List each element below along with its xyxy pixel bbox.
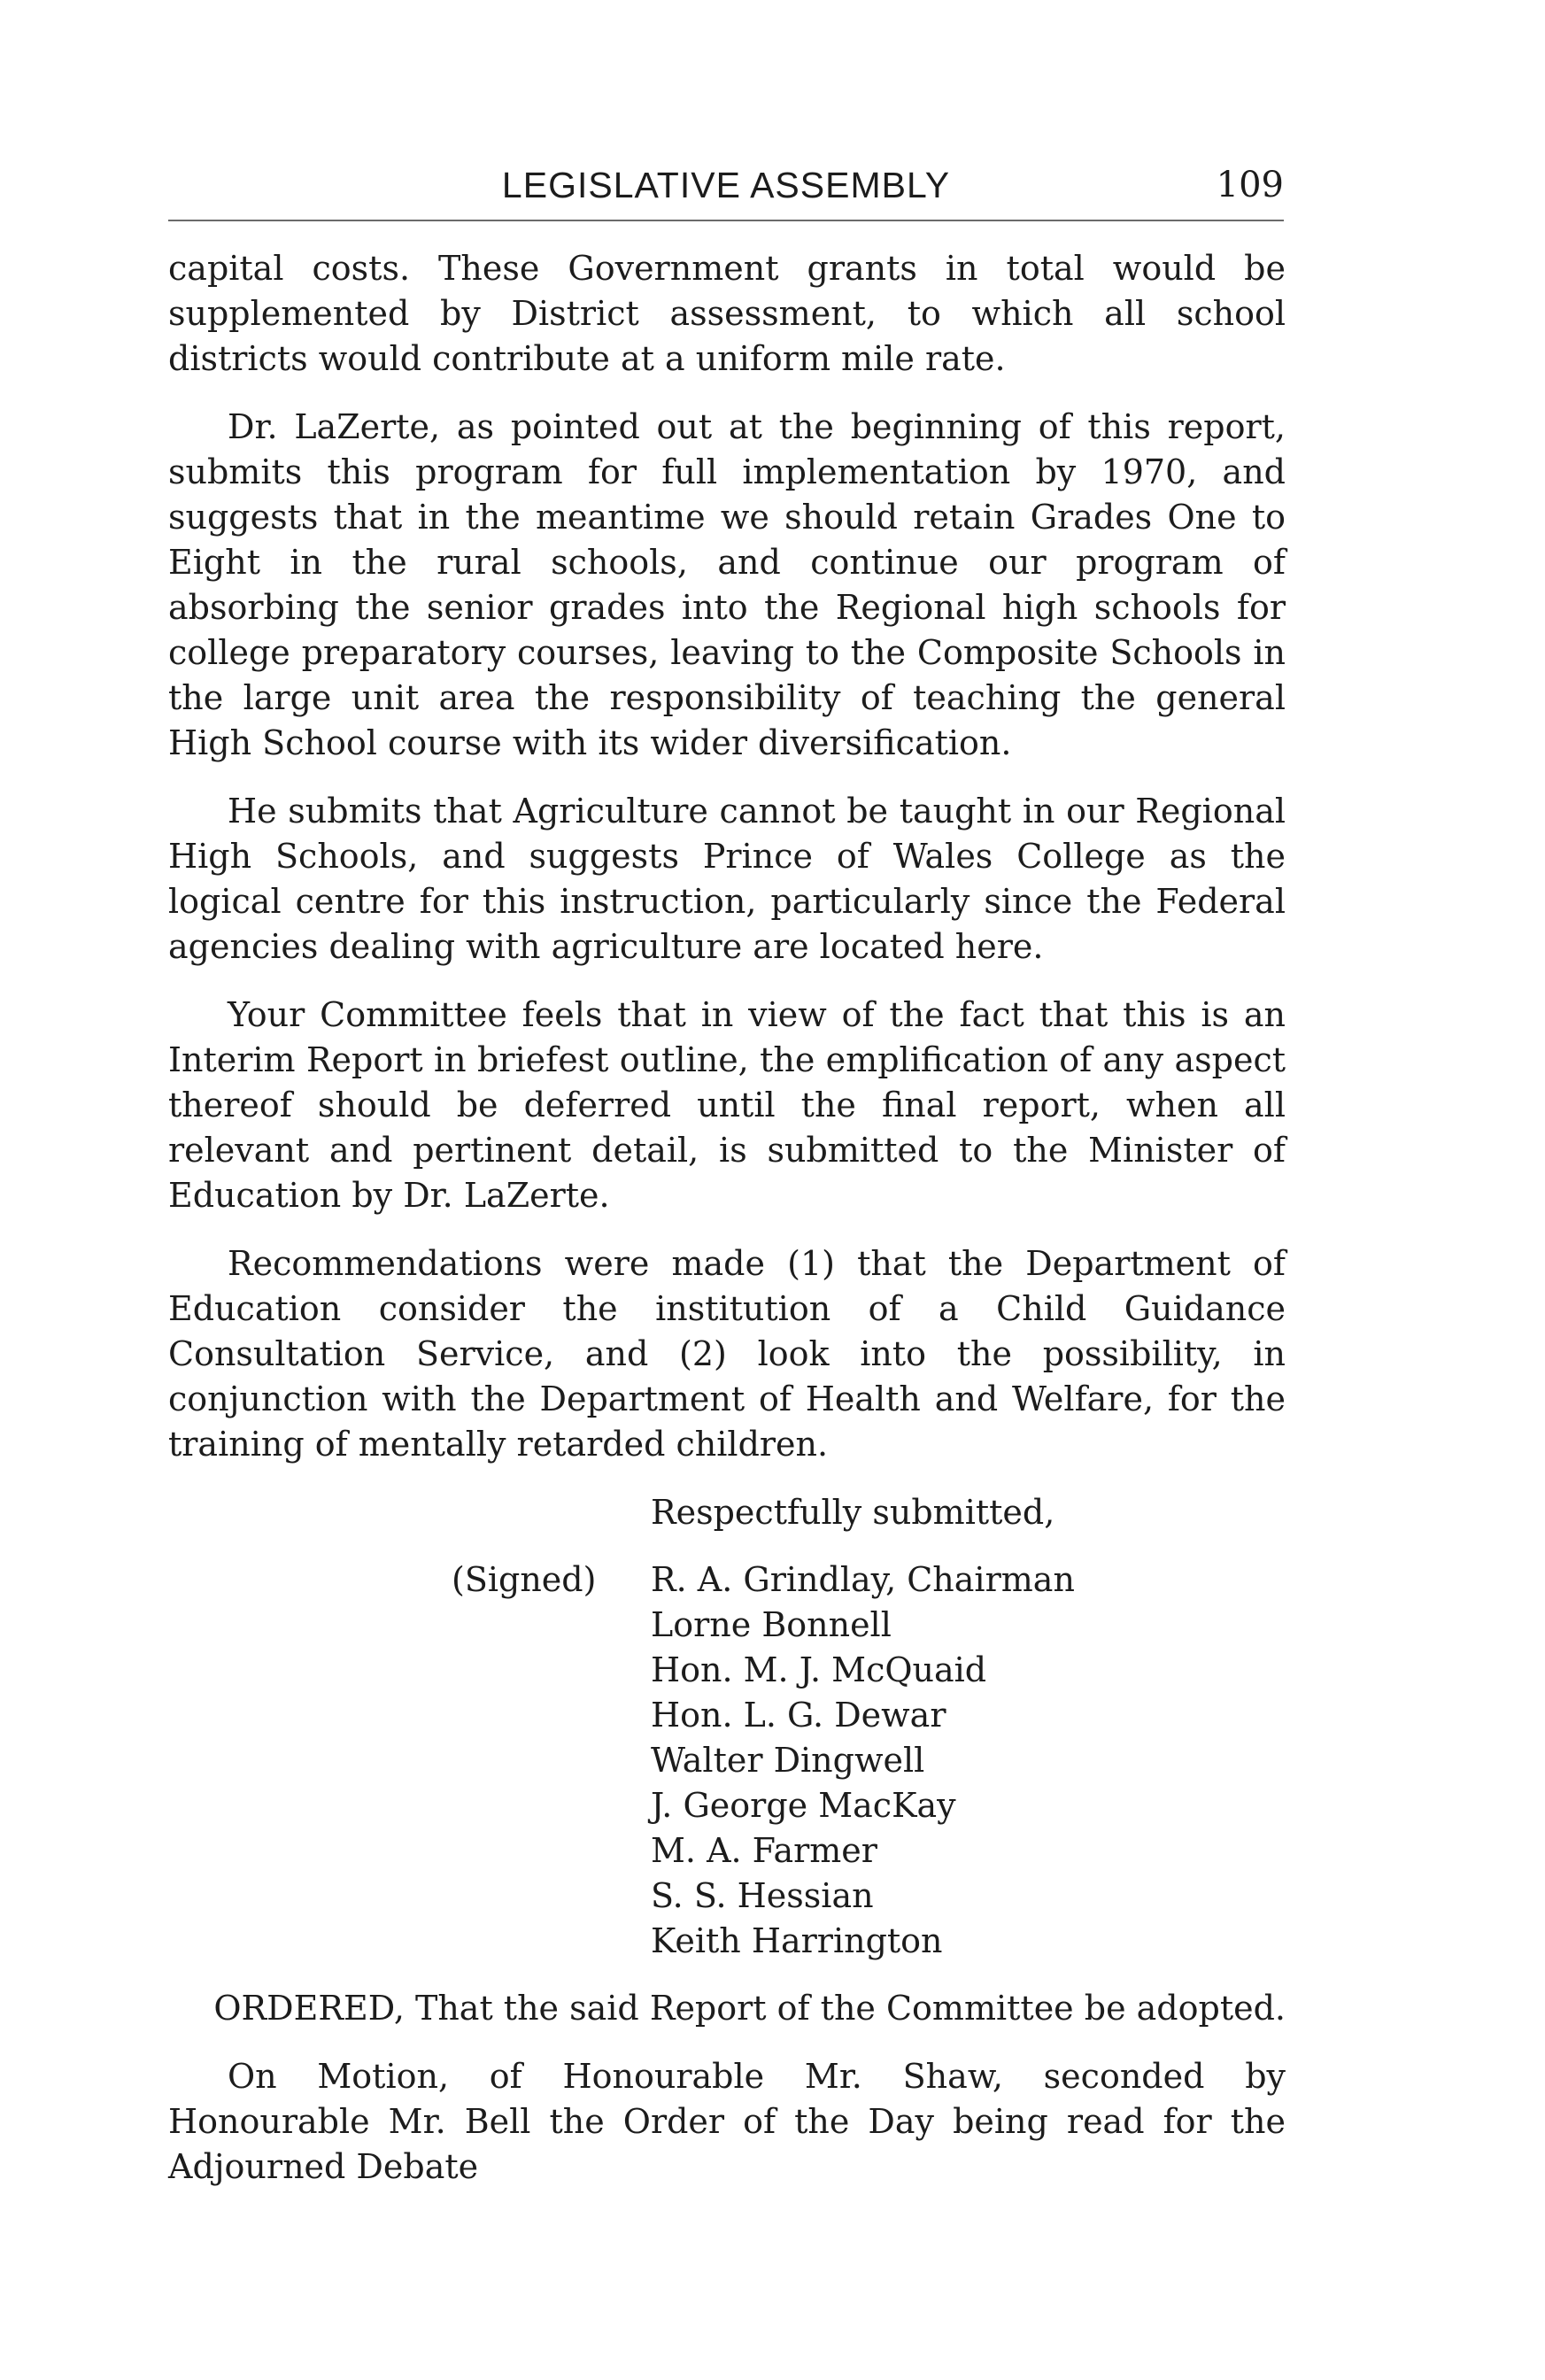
- page-number: 109: [1216, 165, 1284, 205]
- paragraph-agriculture: He submits that Agriculture cannot be taught in our Regional High Schools, and suggests Prince of Wales College as the logical centre for this instruction, particularly since the Federal agencies dealing with agriculture are located here.: [168, 792, 1286, 966]
- page-header: [168, 165, 1284, 218]
- committee-member: M. A. Farmer: [651, 1831, 877, 1870]
- committee-member-list: [651, 1557, 1075, 1964]
- committee-member: Keith Harrington: [651, 1921, 943, 1960]
- committee-member: Hon. L. G. Dewar: [651, 1696, 946, 1735]
- motion-paragraph: On Motion, of Honourable Mr. Shaw, seconded by Honourable Mr. Bell the Order of the Day being read for the Adjourned Debate: [168, 2057, 1286, 2186]
- committee-member: Walter Dingwell: [651, 1741, 925, 1780]
- paragraph-recommendations: Recommendations were made (1) that the Department of Education consider the institution of a Child Guidance Consultation Service, and (2) look into the possibility, in conjunction with the Department of Health and Welfare, for the training of mentally retarded children.: [168, 1244, 1286, 1464]
- body-text: [168, 246, 1286, 2190]
- header-rule: [168, 220, 1284, 221]
- paragraph-interim-report: Your Committee feels that in view of the fact that this is an Interim Report in briefest outline, the emplification of any aspect thereof should be deferred until the final report, when all relevant and pertinent detail, is submitted to the Minister of Education by Dr. LaZerte.: [168, 995, 1286, 1215]
- committee-member: Lorne Bonnell: [651, 1605, 892, 1644]
- paragraph-lazerte-program: Dr. LaZerte, as pointed out at the beginning of this report, submits this program for full implementation by 1970, and suggests that in the meantime we should retain Grades One to Eight in the rural schools, and continue our program of absorbing the senior grades into the Regional high schools for college preparatory courses, leaving to the Composite Schools in the large unit area the responsibility of teaching the general High School course with its wider diversification.: [168, 407, 1286, 762]
- committee-member: Hon. M. J. McQuaid: [651, 1650, 987, 1689]
- signature-block: [168, 1490, 1286, 1986]
- signed-label: (Signed): [452, 1560, 597, 1599]
- committee-member: R. A. Grindlay, Chairman: [651, 1560, 1075, 1599]
- ordered-statement: ORDERED, That the said Report of the Committee be adopted.: [213, 1989, 1286, 2028]
- signature-closing: Respectfully submitted,: [651, 1493, 1055, 1532]
- committee-member: S. S. Hessian: [651, 1876, 874, 1915]
- committee-member: J. George MacKay: [651, 1786, 956, 1825]
- paragraph-capital-costs: capital costs. These Government grants in total would be supplemented by District assessment, to which all school districts would contribute at a uniform mile rate.: [168, 249, 1286, 378]
- running-head: LEGISLATIVE ASSEMBLY: [501, 165, 951, 205]
